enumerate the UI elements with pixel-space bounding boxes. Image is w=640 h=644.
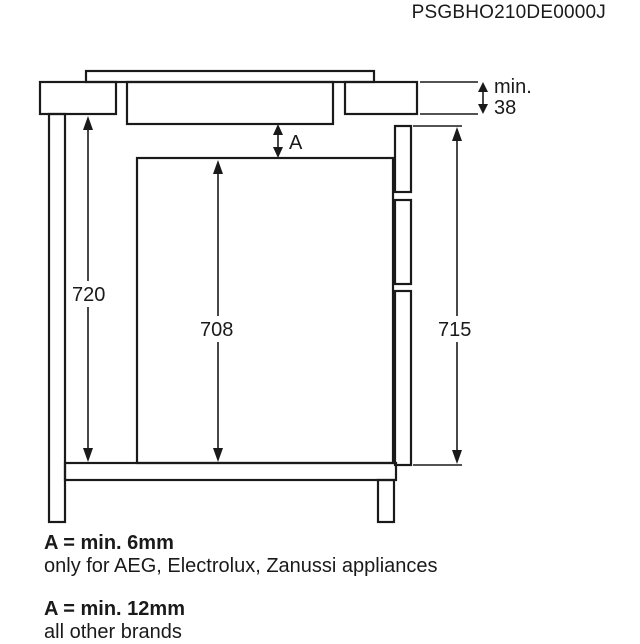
gap-a-label: A: [289, 132, 303, 154]
note-large-gap: [44, 598, 185, 644]
hob-glass-plate: [86, 71, 374, 82]
oven-height-label: 708: [200, 319, 234, 341]
document-code: PSGBHO210DE0000J: [411, 2, 606, 23]
note-small-gap-text: only for AEG, Electrolux, Zanussi appliances: [44, 555, 438, 577]
cabinet-foot: [378, 480, 394, 522]
drawer-front-top: [395, 126, 411, 192]
worktop-thickness-label-min: min.: [494, 76, 532, 98]
worktop-right: [345, 82, 417, 114]
drawer-front-middle: [395, 200, 411, 284]
oven-body: [137, 158, 393, 463]
note-small-gap-heading: A = min. 6mm: [44, 532, 174, 554]
cabinet-side-panel: [49, 114, 65, 522]
cabinet-height-label: 720: [72, 284, 106, 306]
note-large-gap-text: all other brands: [44, 621, 182, 643]
note-small-gap: [44, 532, 438, 578]
drawer-side-height-label: 715: [438, 319, 472, 341]
hob-body: [127, 82, 333, 124]
note-large-gap-heading: A = min. 12mm: [44, 598, 185, 620]
worktop-left: [40, 82, 116, 114]
worktop-thickness-label-value: 38: [494, 97, 517, 119]
drawer-front-bottom: [395, 291, 411, 465]
cabinet-base-shelf: [65, 463, 396, 480]
